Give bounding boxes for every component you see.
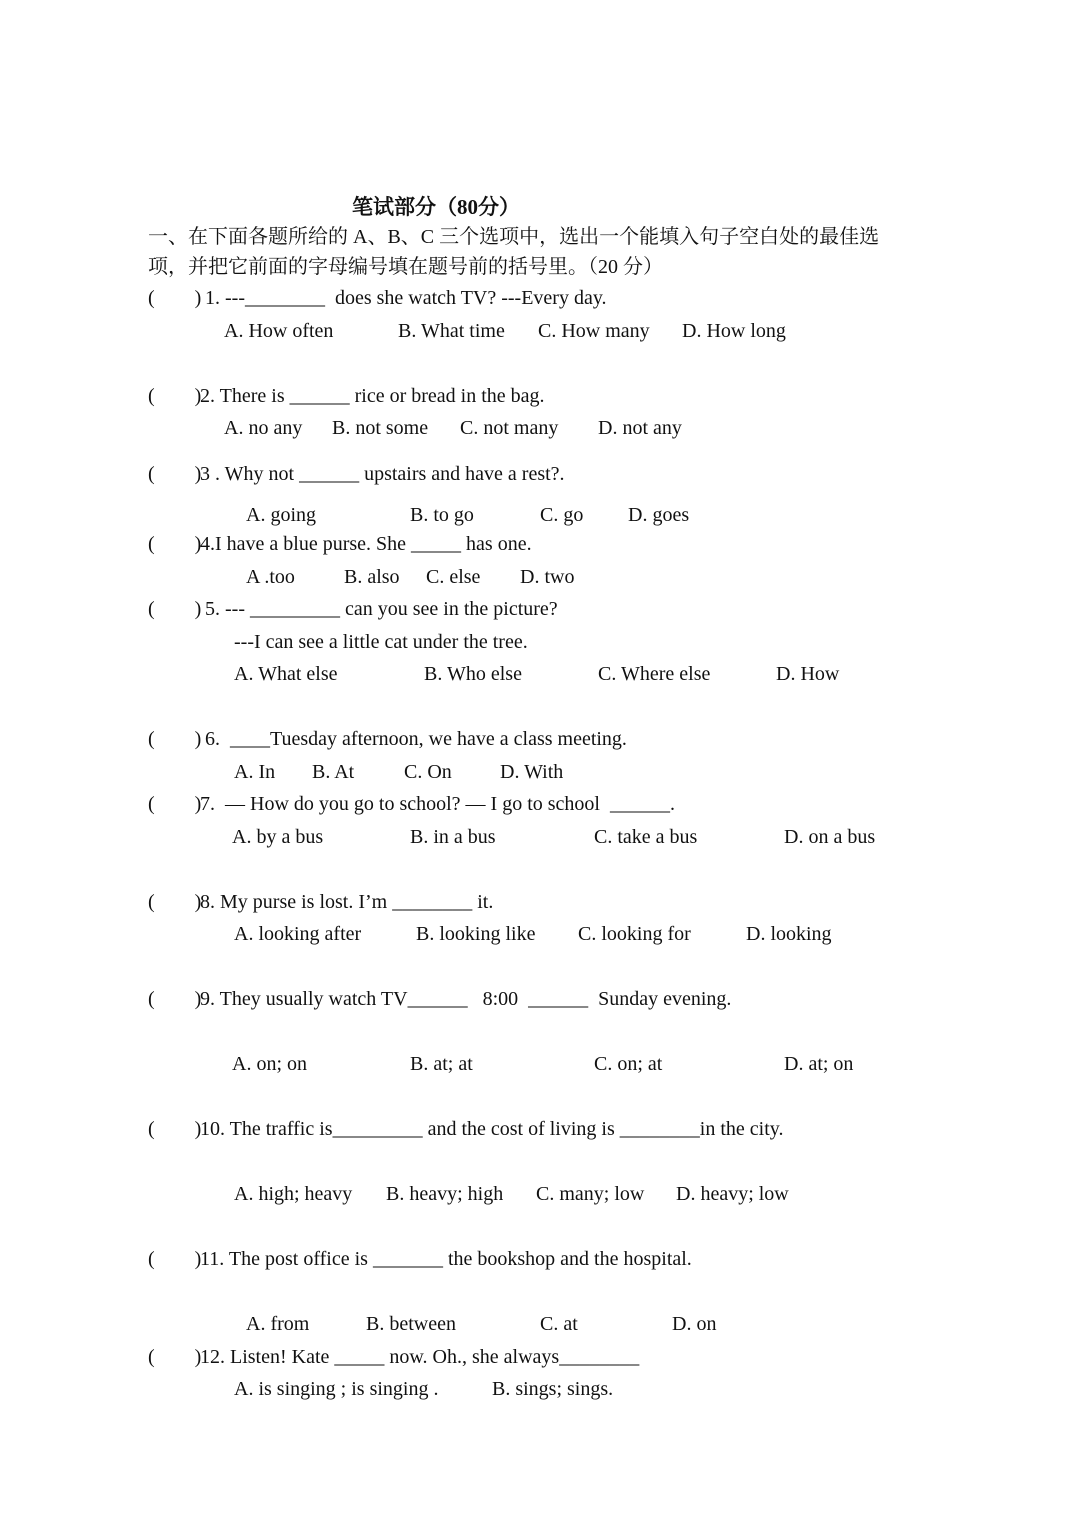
answer-blank: _________ — [249, 598, 340, 620]
question-text: 3 . Why not — [200, 463, 300, 485]
option-a: A. by a bus — [232, 826, 324, 848]
answer-blank: _____ — [411, 533, 462, 555]
answer-blank: ________ — [244, 287, 325, 309]
answer-paren[interactable]: ( ) — [148, 598, 202, 620]
answer-paren[interactable]: ( ) — [148, 1118, 202, 1140]
question-text: 8:00 — [467, 988, 529, 1010]
question-5 — [200, 596, 558, 622]
question-text: it. — [472, 891, 494, 913]
option-c: C. else — [426, 566, 481, 588]
question-text: Sunday evening. — [588, 988, 732, 1010]
question-text: Tuesday afternoon, we have a class meeting. — [270, 728, 627, 750]
question-3 — [200, 461, 565, 487]
option-a: A. How often — [224, 320, 334, 342]
question-text: 4.I have a blue purse. She — [200, 533, 412, 555]
question-text: the bookshop and the hospital. — [442, 1248, 692, 1270]
option-b: B. sings; sings. — [492, 1378, 614, 1400]
answer-blank: ____ — [230, 728, 270, 750]
question-text: has one. — [461, 533, 532, 555]
answer-blank: _____ — [334, 1346, 385, 1368]
answer-blank: _______ — [372, 1248, 443, 1270]
option-c: C. looking for — [578, 923, 691, 945]
option-c: C. On — [404, 761, 452, 783]
option-b: B. looking like — [416, 923, 536, 945]
option-d: D. looking — [746, 923, 832, 945]
option-c: C. How many — [538, 320, 650, 342]
answer-blank: ________ — [392, 891, 473, 913]
answer-blank: _________ — [332, 1118, 423, 1140]
question-11 — [200, 1246, 692, 1272]
question-text: upstairs and have a rest?. — [359, 463, 565, 485]
option-c: C. Where else — [598, 663, 711, 685]
option-a: A. is singing ; is singing . — [234, 1378, 439, 1400]
option-b: B. What time — [398, 320, 505, 342]
option-c: C. go — [540, 504, 584, 526]
option-b: B. to go — [410, 504, 474, 526]
option-b: B. in a bus — [410, 826, 496, 848]
option-b: B. heavy; high — [386, 1183, 504, 1205]
option-c: C. take a bus — [594, 826, 698, 848]
question-text: rice or bread in the bag. — [349, 385, 545, 407]
question-10 — [200, 1116, 783, 1142]
question-4 — [200, 531, 532, 557]
option-a: A. going — [246, 504, 316, 526]
question-text: 2. There is — [200, 385, 290, 407]
option-a: A. looking after — [234, 923, 362, 945]
question-text: 12. Listen! Kate — [200, 1346, 335, 1368]
instruction-line-2: 项，并把它前面的字母编号填在题号前的括号里。（20 分） — [148, 256, 663, 278]
option-a: A. What else — [234, 663, 338, 685]
option-a: A. from — [246, 1313, 310, 1335]
answer-paren[interactable]: ( ) — [148, 1346, 202, 1368]
question-8 — [200, 889, 493, 915]
answer-blank: ______ — [299, 463, 360, 485]
question-text: 1. --- — [200, 287, 245, 309]
question-text: and the cost of living is — [422, 1118, 620, 1140]
question-text: can you see in the picture? — [339, 598, 558, 620]
option-a: A. In — [234, 761, 276, 783]
option-d: D. How long — [682, 320, 786, 342]
option-d: D. at; on — [784, 1053, 854, 1075]
option-b: B. Who else — [424, 663, 522, 685]
question-text: does she watch TV? ---Every day. — [324, 287, 607, 309]
answer-paren[interactable]: ( ) — [148, 891, 202, 913]
question-6 — [200, 726, 627, 752]
question-text: . — [669, 793, 675, 815]
option-d: D. two — [520, 566, 575, 588]
option-a: A .too — [246, 566, 295, 588]
option-a: A. no any — [224, 417, 303, 439]
question-text: 8. My purse is lost. I’m — [200, 891, 393, 913]
answer-line: ---I can see a little cat under the tree. — [234, 631, 528, 653]
question-text: 11. The post office is — [200, 1248, 373, 1270]
option-b: B. between — [366, 1313, 456, 1335]
question-text: 5. --- — [200, 598, 250, 620]
question-2 — [200, 383, 545, 409]
question-text: 7. — How do you go to school? — I go to school — [200, 793, 610, 815]
question-12 — [200, 1344, 639, 1370]
answer-blank: ______ — [289, 385, 350, 407]
answer-paren[interactable]: ( ) — [148, 287, 202, 309]
answer-paren[interactable]: ( ) — [148, 463, 202, 485]
question-text: 6. — [200, 728, 230, 750]
option-b: B. not some — [332, 417, 429, 439]
option-c: C. at — [540, 1313, 578, 1335]
answer-paren[interactable]: ( ) — [148, 988, 202, 1010]
option-b: B. At — [312, 761, 355, 783]
option-d: D. With — [500, 761, 564, 783]
answer-blank: ________ — [619, 1118, 700, 1140]
option-c: C. not many — [460, 417, 559, 439]
option-d: D. on a bus — [784, 826, 876, 848]
option-d: D. not any — [598, 417, 682, 439]
question-text: 10. The traffic is — [200, 1118, 333, 1140]
answer-paren[interactable]: ( ) — [148, 533, 202, 555]
option-d: D. on — [672, 1313, 717, 1335]
question-9 — [200, 986, 731, 1012]
option-c: C. many; low — [536, 1183, 645, 1205]
question-1 — [200, 285, 607, 311]
answer-paren[interactable]: ( ) — [148, 793, 202, 815]
question-text: 9. They usually watch TV — [200, 988, 408, 1010]
option-d: D. How — [776, 663, 840, 685]
answer-blank: ______ — [407, 988, 468, 1010]
answer-blank: ________ — [559, 1346, 640, 1368]
answer-blank: ______ — [609, 793, 670, 815]
section-title: 笔试部分（80分） — [352, 195, 520, 219]
answer-paren[interactable]: ( ) — [148, 1248, 202, 1270]
question-text: in the city. — [699, 1118, 784, 1140]
answer-paren[interactable]: ( ) — [148, 728, 202, 750]
option-a: A. high; heavy — [234, 1183, 353, 1205]
answer-blank: ______ — [528, 988, 589, 1010]
option-b: B. also — [344, 566, 400, 588]
question-text: now. Oh., she always — [384, 1346, 560, 1368]
question-7 — [200, 791, 675, 817]
option-d: D. heavy; low — [676, 1183, 789, 1205]
option-b: B. at; at — [410, 1053, 473, 1075]
instruction-line-1: 一、在下面各题所给的 A、B、C 三个选项中，选出一个能填入句子空白处的最佳选 — [148, 226, 880, 248]
answer-paren[interactable]: ( ) — [148, 385, 202, 407]
option-a: A. on; on — [232, 1053, 307, 1075]
option-c: C. on; at — [594, 1053, 663, 1075]
option-d: D. goes — [628, 504, 690, 526]
